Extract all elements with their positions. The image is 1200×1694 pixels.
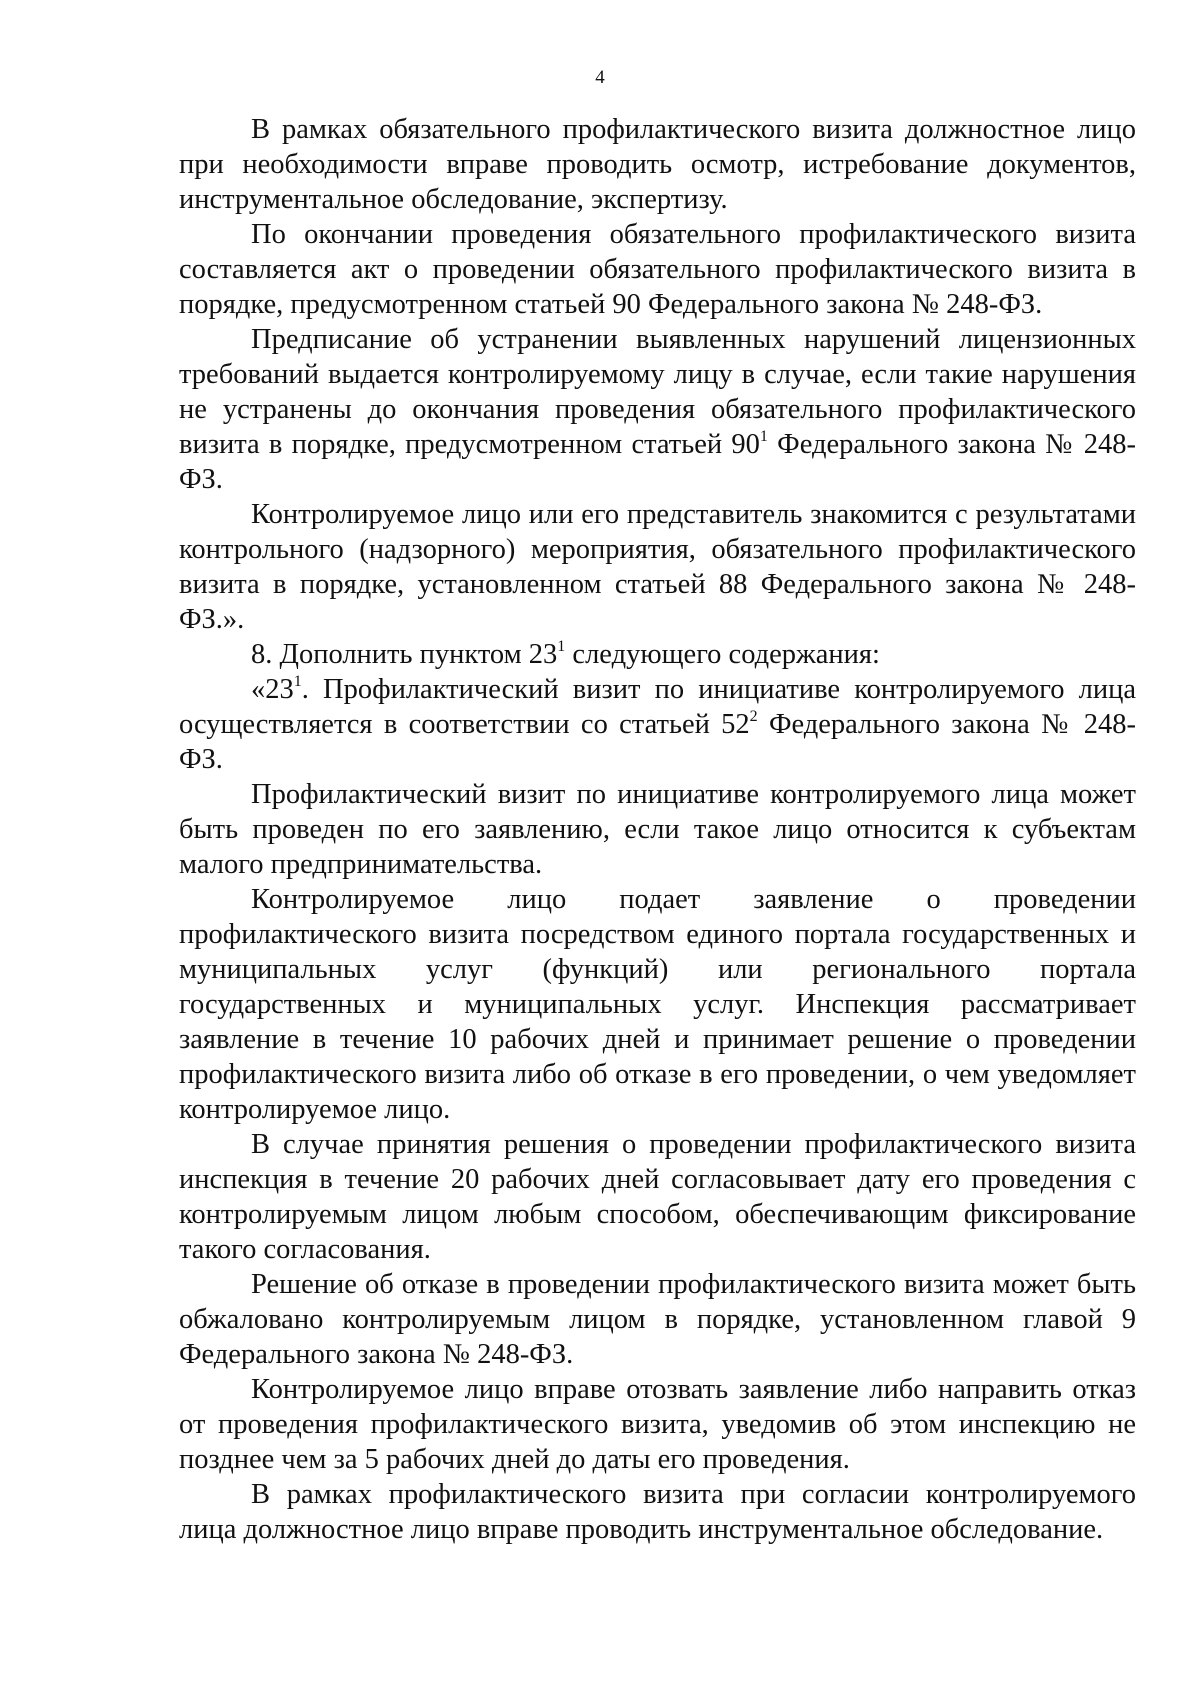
text-segment: Контролируемое лицо вправе отозвать заявление либо направить отказ от проведения профилактического визита, уведомив об этом инспекцию не позднее чем за 5 рабочих дней до даты его проведения. bbox=[179, 1374, 1136, 1475]
page-number: 4 bbox=[595, 67, 605, 88]
text-segment: следующего содержания: bbox=[565, 639, 880, 670]
paragraph bbox=[179, 112, 1136, 217]
paragraph bbox=[179, 1127, 1136, 1267]
paragraph bbox=[179, 882, 1136, 1127]
text-segment: Контролируемое лицо подает заявление о проведении профилактического визита посредством единого портала государственных и муниципальных услуг (функций) или регионального портала государственных и муниципальных услуг. Инспекция рассматривает заявление в течение 10 рабочих дней и принимает решение о проведении профилактического визита либо об отказе в его проведении, о чем уведомляет контролируемое лицо. bbox=[179, 884, 1136, 1125]
text-segment: Решение об отказе в проведении профилактического визита может быть обжаловано контролируемым лицом в порядке, установленном главой 9 Федерального закона № 248-ФЗ. bbox=[179, 1269, 1136, 1370]
text-segment: Федерального закона № 248-ФЗ. bbox=[179, 709, 1136, 775]
text-segment: Профилактический визит по инициативе контролируемого лица может быть проведен по его заявлению, если такое лицо относится к субъектам малого предпринимательства. bbox=[179, 779, 1136, 880]
paragraph bbox=[179, 1477, 1136, 1547]
text-segment: В рамках профилактического визита при согласии контролируемого лица должностное лицо вправе проводить инструментальное обследование. bbox=[179, 1479, 1136, 1545]
paragraph bbox=[179, 672, 1136, 777]
text-segment: В рамках обязательного профилактического визита должностное лицо при необходимости вправе проводить осмотр, истребование документов, инструментальное обследование, экспертизу. bbox=[179, 114, 1136, 215]
document-body bbox=[179, 112, 1136, 1547]
text-segment: В случае принятия решения о проведении профилактического визита инспекция в течение 20 рабочих дней согласовывает дату его проведения с контролируемым лицом любым способом, обеспечивающим фиксирование такого согласования. bbox=[179, 1129, 1136, 1265]
paragraph bbox=[179, 777, 1136, 882]
paragraph bbox=[179, 1267, 1136, 1372]
superscript: 1 bbox=[759, 428, 768, 445]
text-segment: . Профилактический визит по инициативе контролируемого лица осуществляется в соответствии со статьей 52 bbox=[179, 674, 1136, 740]
superscript: 2 bbox=[749, 708, 758, 725]
paragraph bbox=[179, 217, 1136, 322]
superscript: 1 bbox=[557, 638, 566, 655]
paragraph bbox=[179, 1372, 1136, 1477]
text-segment: Предписание об устранении выявленных нарушений лицензионных требований выдается контролируемому лицу в случае, если такие нарушения не устранены до окончания проведения обязательного профилактического визита в порядке, предусмотренном статьей 90 bbox=[179, 324, 1136, 460]
paragraph bbox=[179, 322, 1136, 497]
text-segment: По окончании проведения обязательного профилактического визита составляется акт о проведении обязательного профилактического визита в порядке, предусмотренном статьей 90 Федерального закона № 248-ФЗ. bbox=[179, 219, 1136, 320]
text-segment: Контролируемое лицо или его представитель знакомится с результатами контрольного (надзорного) мероприятия, обязательного профилактического визита в порядке, установленном статьей 88 Федерального закона № 248-ФЗ.». bbox=[179, 499, 1136, 635]
superscript: 1 bbox=[293, 673, 302, 690]
text-segment: «23 bbox=[251, 674, 294, 705]
text-segment: 8. Дополнить пунктом 23 bbox=[251, 639, 558, 670]
paragraph bbox=[179, 637, 1136, 672]
paragraph bbox=[179, 497, 1136, 637]
text-segment: Федерального закона № 248-ФЗ. bbox=[179, 429, 1136, 495]
